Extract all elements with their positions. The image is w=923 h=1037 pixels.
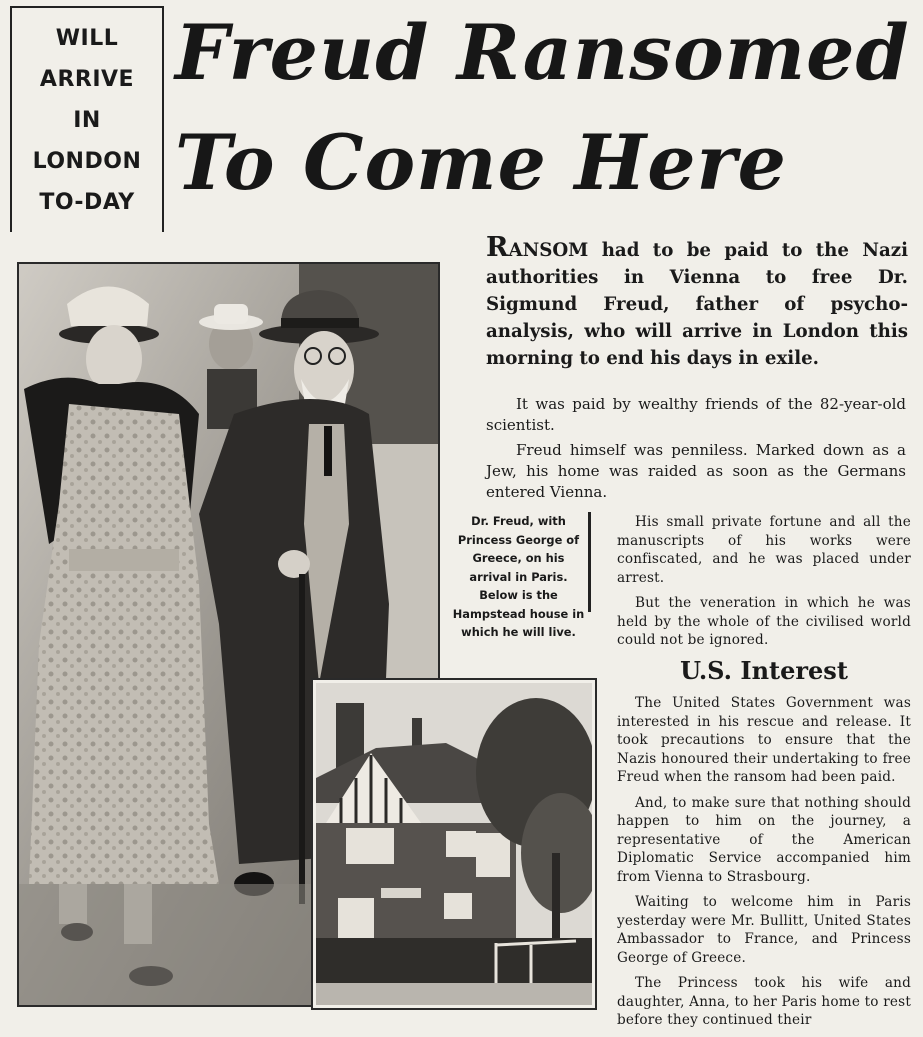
- caption-rule: [588, 512, 591, 612]
- column-paragraph: His small private fortune and all the manuscripts of his works were confiscated, and he was placed under arrest.: [617, 514, 911, 586]
- subheading: U.S. Interest: [680, 656, 848, 685]
- headline-line-2: To Come Here: [175, 118, 787, 207]
- kicker-line: TO-DAY: [39, 189, 135, 215]
- column-paragraph: The Princess took his wife and daughter, Anna, to her Paris home to rest before they continued their: [617, 975, 911, 1028]
- column-bottom: [617, 694, 911, 1037]
- kicker-line: LONDON: [32, 148, 142, 174]
- kicker-line: WILL: [55, 25, 119, 51]
- column-paragraph: The United States Government was interested in his rescue and release. It took precautions to ensure that the Nazis honoured their undertaking to free Freud when the ransom had been paid.: [617, 695, 911, 785]
- house-illustration: [316, 683, 592, 1005]
- kicker-box: [10, 6, 164, 232]
- column-paragraph: Waiting to welcome him in Paris yesterday were Mr. Bullitt, United States Ambassador to France, and Princess George of Greece.: [617, 894, 911, 966]
- kicker-line: IN: [73, 107, 101, 133]
- body-paragraph: It was paid by wealthy friends of the 82-year-old scientist.: [486, 395, 906, 434]
- column-paragraph: And, to make sure that nothing should happen to him on the journey, a representative of the American Diplomatic Service accompanied him from Vienna to Strasbourg.: [617, 794, 911, 885]
- column-top: [617, 513, 911, 657]
- lead-caps: ANSOM: [508, 240, 589, 261]
- body-paragraph: Freud himself was penniless. Marked down as a Jew, his home was raided as soon as the Germans entered Vienna.: [486, 441, 906, 501]
- column-paragraph: But the veneration in which he was held by the whole of the civilised world could not be ignored.: [617, 595, 911, 648]
- drop-cap: R: [486, 232, 509, 263]
- lead-paragraph: [486, 234, 908, 372]
- photo-hampstead-house: [313, 680, 595, 1008]
- lead-text: had to be paid to the Nazi authorities in Vienna to free Dr. Sigmund Freud, father of psycho-analysis, who will arrive in London this morning to end his days in exile.: [486, 240, 908, 369]
- photo-caption: [452, 512, 591, 662]
- caption-text: Dr. Freud, with Princess George of Greece, on his arrival in Paris. Below is the Hampstead house in which he will live.: [452, 514, 585, 639]
- kicker-line: ARRIVE: [39, 66, 135, 92]
- headline-line-1: Freud Ransomed: [175, 8, 910, 97]
